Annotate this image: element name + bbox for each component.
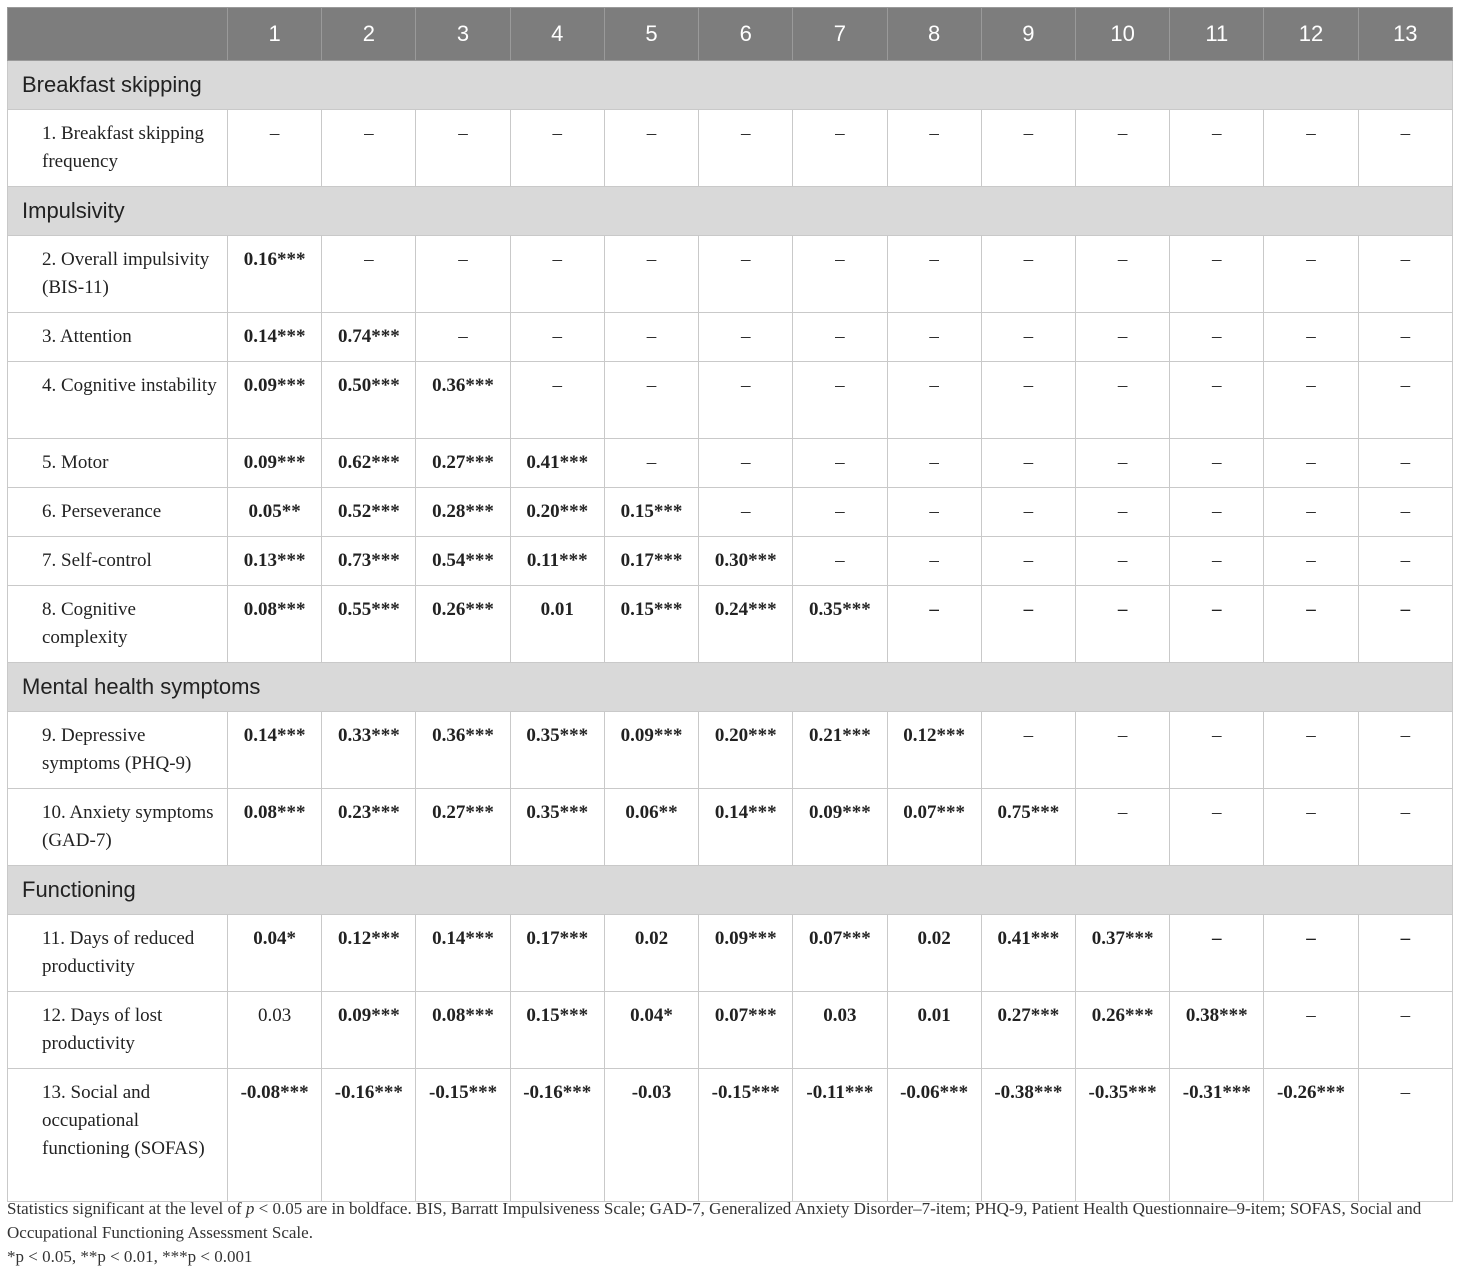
table-cell: – <box>1170 915 1264 992</box>
table-cell: – <box>887 362 981 439</box>
column-header: 10 <box>1075 8 1169 61</box>
table-cell: 0.09*** <box>228 362 322 439</box>
column-header: 11 <box>1170 8 1264 61</box>
table-cell: – <box>604 313 698 362</box>
row-label: 13. Social and occupational functioning (SOFAS) <box>8 1069 228 1202</box>
section-header-row <box>8 663 1453 712</box>
table-cell: 0.75*** <box>981 789 1075 866</box>
table-row <box>8 789 1453 866</box>
table-cell: – <box>1075 236 1169 313</box>
table-cell: 0.24*** <box>699 586 793 663</box>
table-cell: – <box>1358 586 1452 663</box>
table-cell: 0.27*** <box>416 789 510 866</box>
table-cell: – <box>1358 915 1452 992</box>
table-row <box>8 1069 1453 1202</box>
table-cell: 0.35*** <box>793 586 887 663</box>
table-cell: – <box>416 236 510 313</box>
table-cell: – <box>793 236 887 313</box>
table-cell: 0.26*** <box>416 586 510 663</box>
row-label: 7. Self-control <box>8 537 228 586</box>
column-header: 3 <box>416 8 510 61</box>
table-cell: – <box>1358 439 1452 488</box>
table-cell: 0.37*** <box>1075 915 1169 992</box>
table-cell: – <box>981 537 1075 586</box>
table-cell: 0.01 <box>510 586 604 663</box>
table-cell: – <box>604 236 698 313</box>
table-cell: 0.09*** <box>699 915 793 992</box>
column-header: 5 <box>604 8 698 61</box>
table-cell: 0.74*** <box>322 313 416 362</box>
table-cell: – <box>1358 992 1452 1069</box>
table-cell: 0.09*** <box>793 789 887 866</box>
table-cell: 0.17*** <box>510 915 604 992</box>
row-label: 9. Depressive symptoms (PHQ-9) <box>8 712 228 789</box>
table-cell: – <box>1075 586 1169 663</box>
table-cell: -0.26*** <box>1264 1069 1358 1202</box>
table-cell: -0.15*** <box>699 1069 793 1202</box>
table-cell: – <box>1358 362 1452 439</box>
table-cell: 0.26*** <box>1075 992 1169 1069</box>
table-cell: – <box>416 313 510 362</box>
table-cell: 0.08*** <box>228 586 322 663</box>
table-cell: – <box>1264 712 1358 789</box>
table-cell: 0.27*** <box>981 992 1075 1069</box>
column-header: 1 <box>228 8 322 61</box>
table-cell: 0.38*** <box>1170 992 1264 1069</box>
table-cell: – <box>699 362 793 439</box>
section-title: Impulsivity <box>8 187 1453 236</box>
table-cell: 0.08*** <box>416 992 510 1069</box>
column-header: 13 <box>1358 8 1452 61</box>
table-cell: – <box>322 236 416 313</box>
table-cell: – <box>604 439 698 488</box>
header-corner <box>8 8 228 61</box>
table-cell: – <box>322 110 416 187</box>
table-cell: – <box>699 110 793 187</box>
table-cell: 0.14*** <box>699 789 793 866</box>
table-cell: – <box>981 488 1075 537</box>
row-label: 2. Overall impulsivity (BIS-11) <box>8 236 228 313</box>
table-cell: – <box>1358 537 1452 586</box>
table-cell: -0.08*** <box>228 1069 322 1202</box>
section-header-row <box>8 61 1453 110</box>
table-cell: 0.17*** <box>604 537 698 586</box>
table-cell: – <box>1075 537 1169 586</box>
table-cell: – <box>887 488 981 537</box>
table-cell: 0.12*** <box>322 915 416 992</box>
table-cell: – <box>510 236 604 313</box>
table-cell: – <box>981 313 1075 362</box>
table-cell: 0.16*** <box>228 236 322 313</box>
table-cell: – <box>981 362 1075 439</box>
table-cell: – <box>699 313 793 362</box>
table-row <box>8 313 1453 362</box>
table-cell: – <box>416 110 510 187</box>
table-cell: – <box>510 362 604 439</box>
table-cell: -0.03 <box>604 1069 698 1202</box>
table-cell: – <box>887 586 981 663</box>
table-cell: – <box>1264 537 1358 586</box>
row-label: 5. Motor <box>8 439 228 488</box>
table-cell: – <box>887 313 981 362</box>
section-header-row <box>8 187 1453 236</box>
table-cell: – <box>981 110 1075 187</box>
table-cell: – <box>793 537 887 586</box>
table-cell: – <box>1358 488 1452 537</box>
table-cell: 0.13*** <box>228 537 322 586</box>
table-cell: 0.15*** <box>604 488 698 537</box>
table-cell: 0.35*** <box>510 789 604 866</box>
table-cell: -0.16*** <box>510 1069 604 1202</box>
row-label: 8. Cognitive complexity <box>8 586 228 663</box>
table-cell: 0.07*** <box>887 789 981 866</box>
table-cell: – <box>793 439 887 488</box>
table-cell: – <box>1170 439 1264 488</box>
table-cell: -0.31*** <box>1170 1069 1264 1202</box>
table-cell: – <box>887 110 981 187</box>
table-cell: 0.36*** <box>416 362 510 439</box>
table-cell: – <box>1170 236 1264 313</box>
table-cell: 0.02 <box>604 915 698 992</box>
table-cell: 0.55*** <box>322 586 416 663</box>
table-row <box>8 712 1453 789</box>
table-cell: -0.38*** <box>981 1069 1075 1202</box>
section-title: Functioning <box>8 866 1453 915</box>
table-cell: – <box>1170 110 1264 187</box>
table-cell: 0.07*** <box>699 992 793 1069</box>
table-cell: 0.09*** <box>322 992 416 1069</box>
header-row <box>8 8 1453 61</box>
row-label: 12. Days of lost productivity <box>8 992 228 1069</box>
correlation-table <box>7 7 1453 1202</box>
table-cell: – <box>1264 439 1358 488</box>
table-cell: – <box>1170 789 1264 866</box>
table-cell: – <box>1358 236 1452 313</box>
table-cell: – <box>981 586 1075 663</box>
table-row <box>8 537 1453 586</box>
row-label: 11. Days of reduced productivity <box>8 915 228 992</box>
table-cell: – <box>1075 488 1169 537</box>
table-cell: 0.73*** <box>322 537 416 586</box>
table-footnote <box>7 1197 1453 1269</box>
table-cell: – <box>1075 110 1169 187</box>
table-row <box>8 586 1453 663</box>
column-header: 2 <box>322 8 416 61</box>
table-cell: – <box>1264 362 1358 439</box>
table-cell: – <box>1358 789 1452 866</box>
table-row <box>8 992 1453 1069</box>
table-body <box>8 61 1453 1202</box>
section-header-row <box>8 866 1453 915</box>
table-cell: 0.62*** <box>322 439 416 488</box>
table-cell: – <box>1075 313 1169 362</box>
table-cell: – <box>1170 586 1264 663</box>
table-cell: 0.11*** <box>510 537 604 586</box>
table-cell: 0.09*** <box>228 439 322 488</box>
row-label: 3. Attention <box>8 313 228 362</box>
footnote-main: Statistics significant at the level of p < 0.05 are in boldface. BIS, Barratt Impulsiveness Scale; GAD-7, Generalized Anxiety Disorder–7-item; PHQ-9, Patient Health Questionnaire–9-item; SOFAS, Social and Occupational Functioning Assessment Scale. <box>7 1199 1422 1242</box>
section-title: Mental health symptoms <box>8 663 1453 712</box>
table-cell: -0.16*** <box>322 1069 416 1202</box>
table-cell: – <box>793 313 887 362</box>
column-header: 8 <box>887 8 981 61</box>
section-title: Breakfast skipping <box>8 61 1453 110</box>
table-cell: 0.30*** <box>699 537 793 586</box>
table-cell: – <box>1264 236 1358 313</box>
column-header: 4 <box>510 8 604 61</box>
table-cell: 0.35*** <box>510 712 604 789</box>
table-cell: – <box>699 236 793 313</box>
table-cell: – <box>793 362 887 439</box>
table-cell: 0.41*** <box>510 439 604 488</box>
table-cell: – <box>887 537 981 586</box>
table-cell: – <box>1264 915 1358 992</box>
table-row <box>8 236 1453 313</box>
table-cell: 0.33*** <box>322 712 416 789</box>
table-cell: – <box>1264 488 1358 537</box>
table-cell: 0.15*** <box>510 992 604 1069</box>
table-cell: – <box>1358 110 1452 187</box>
table-cell: – <box>1264 110 1358 187</box>
table-cell: – <box>793 488 887 537</box>
table-cell: 0.21*** <box>793 712 887 789</box>
table-cell: 0.05** <box>228 488 322 537</box>
table-cell: – <box>699 439 793 488</box>
table-cell: 0.36*** <box>416 712 510 789</box>
table-cell: – <box>699 488 793 537</box>
table-cell: – <box>981 712 1075 789</box>
table-cell: -0.35*** <box>1075 1069 1169 1202</box>
table-cell: 0.06** <box>604 789 698 866</box>
table-cell: – <box>1358 712 1452 789</box>
table-cell: 0.08*** <box>228 789 322 866</box>
table-cell: -0.06*** <box>887 1069 981 1202</box>
table-cell: – <box>1264 789 1358 866</box>
table-cell: 0.02 <box>887 915 981 992</box>
table-cell: – <box>604 110 698 187</box>
table-row <box>8 488 1453 537</box>
table-cell: 0.28*** <box>416 488 510 537</box>
table-cell: 0.20*** <box>699 712 793 789</box>
table-cell: -0.15*** <box>416 1069 510 1202</box>
table-cell: 0.09*** <box>604 712 698 789</box>
table-cell: 0.15*** <box>604 586 698 663</box>
table-cell: -0.11*** <box>793 1069 887 1202</box>
row-label: 6. Perseverance <box>8 488 228 537</box>
table-cell: – <box>510 110 604 187</box>
table-cell: 0.01 <box>887 992 981 1069</box>
table-cell: – <box>1170 313 1264 362</box>
table-cell: 0.41*** <box>981 915 1075 992</box>
column-header: 6 <box>699 8 793 61</box>
table-row <box>8 915 1453 992</box>
table-cell: 0.12*** <box>887 712 981 789</box>
table-cell: – <box>1075 439 1169 488</box>
table-cell: – <box>981 439 1075 488</box>
table-cell: 0.52*** <box>322 488 416 537</box>
table-row <box>8 439 1453 488</box>
table-cell: – <box>793 110 887 187</box>
table-cell: – <box>1170 712 1264 789</box>
table-cell: – <box>1075 362 1169 439</box>
table-cell: – <box>1264 586 1358 663</box>
column-header: 9 <box>981 8 1075 61</box>
table-cell: – <box>1358 313 1452 362</box>
table-cell: 0.14*** <box>416 915 510 992</box>
table-cell: 0.50*** <box>322 362 416 439</box>
table-cell: – <box>1358 1069 1452 1202</box>
table-cell: – <box>1075 712 1169 789</box>
row-label: 1. Breakfast skipping frequency <box>8 110 228 187</box>
table-cell: 0.03 <box>228 992 322 1069</box>
table-cell: – <box>1075 789 1169 866</box>
table-cell: 0.23*** <box>322 789 416 866</box>
table-cell: 0.27*** <box>416 439 510 488</box>
table-cell: – <box>1170 537 1264 586</box>
row-label: 10. Anxiety symptoms (GAD-7) <box>8 789 228 866</box>
table-cell: – <box>510 313 604 362</box>
table-cell: – <box>1170 488 1264 537</box>
table-cell: 0.14*** <box>228 712 322 789</box>
table-cell: – <box>981 236 1075 313</box>
table-cell: 0.07*** <box>793 915 887 992</box>
table-cell: 0.14*** <box>228 313 322 362</box>
table-header <box>8 8 1453 61</box>
table-cell: 0.04* <box>228 915 322 992</box>
table-cell: 0.54*** <box>416 537 510 586</box>
column-header: 12 <box>1264 8 1358 61</box>
table-cell: 0.03 <box>793 992 887 1069</box>
table-row <box>8 362 1453 439</box>
table-cell: 0.20*** <box>510 488 604 537</box>
table-cell: – <box>1264 313 1358 362</box>
table-cell: – <box>887 236 981 313</box>
table-cell: – <box>604 362 698 439</box>
table-cell: – <box>887 439 981 488</box>
table-cell: – <box>1264 992 1358 1069</box>
table-cell: – <box>228 110 322 187</box>
table-cell: – <box>1170 362 1264 439</box>
column-header: 7 <box>793 8 887 61</box>
table-cell: 0.04* <box>604 992 698 1069</box>
row-label: 4. Cognitive instability <box>8 362 228 439</box>
table-row <box>8 110 1453 187</box>
footnote-significance: *p < 0.05, **p < 0.01, ***p < 0.001 <box>7 1247 253 1266</box>
